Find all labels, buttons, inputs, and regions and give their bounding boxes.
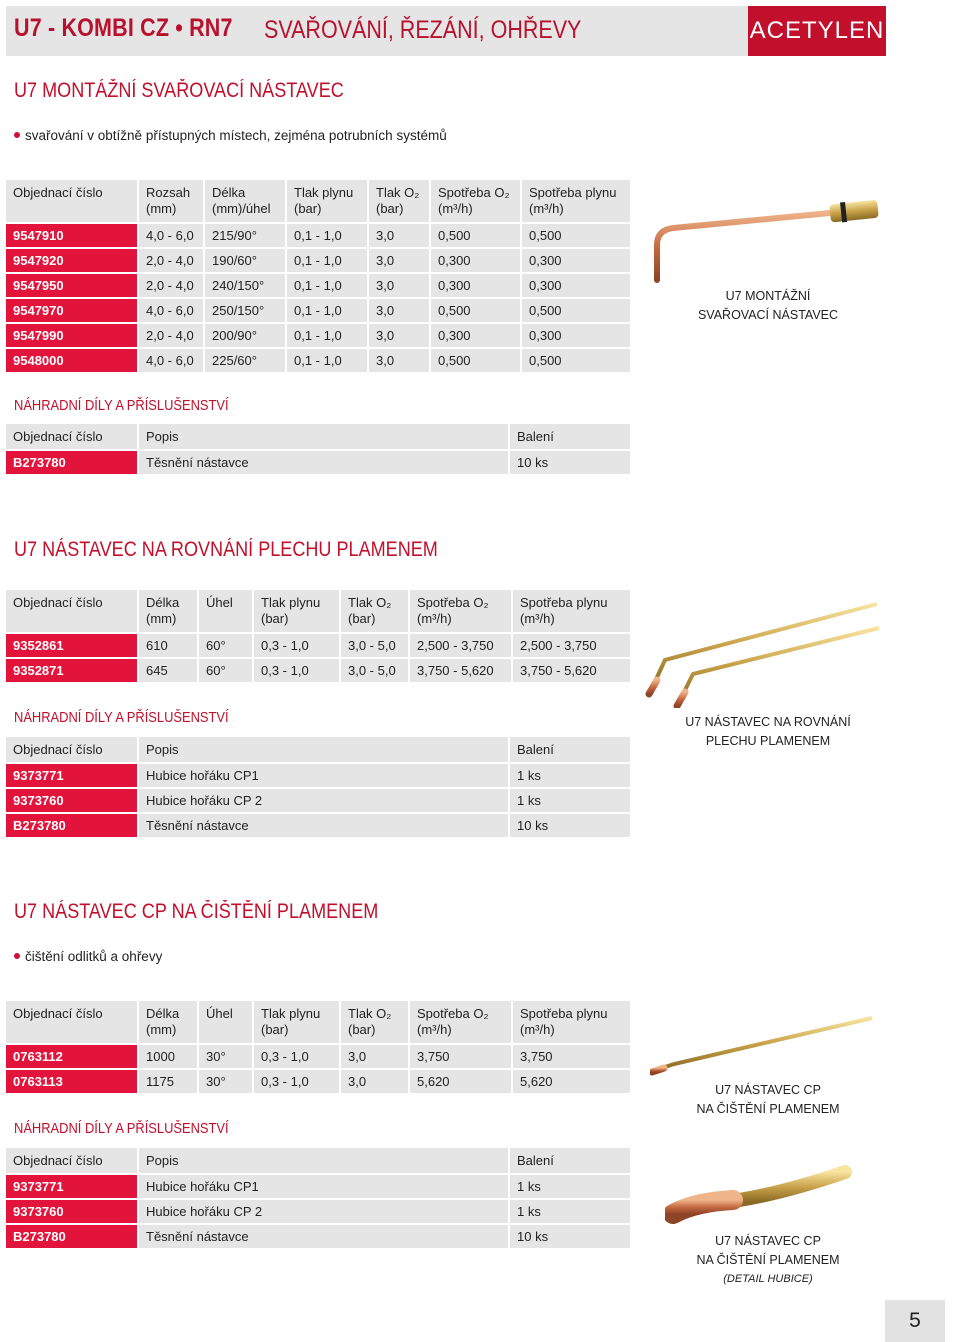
table-row <box>6 1200 632 1225</box>
table-row <box>6 299 632 324</box>
table-header-row <box>6 180 632 224</box>
table-row <box>6 274 632 299</box>
column-header <box>341 590 410 634</box>
table-cell: 60° <box>199 634 254 659</box>
column-header <box>6 590 139 634</box>
table-cell: 3,750 <box>410 1045 513 1070</box>
table-row <box>6 224 632 249</box>
table-cell: 0,3 - 1,0 <box>254 1070 341 1095</box>
column-header <box>410 590 513 634</box>
table-cell: 0,3 - 1,0 <box>254 659 341 684</box>
header-category: SVAŘOVÁNÍ, ŘEZÁNÍ, OHŘEVY <box>264 16 582 44</box>
table-cell: 30° <box>199 1070 254 1095</box>
order-number-cell: 9547970 <box>6 299 139 324</box>
column-header: Objednací číslo <box>6 737 139 764</box>
caption-line: U7 NÁSTAVEC CP <box>715 1083 821 1097</box>
section1-parts-table <box>6 424 632 476</box>
column-header <box>139 180 205 224</box>
table-cell: 1175 <box>139 1070 199 1095</box>
column-header-label: Spotřeba plynu <box>520 1006 608 1021</box>
table-cell: 0,300 <box>431 324 522 349</box>
table-row <box>6 249 632 274</box>
table-cell: 3,0 - 5,0 <box>341 659 410 684</box>
caption-detail-note: (DETAIL HUBICE) <box>723 1273 813 1285</box>
column-header-unit: (mm) <box>146 1022 177 1037</box>
page-number: 5 <box>885 1300 945 1342</box>
table-row <box>6 349 632 374</box>
table-cell: 3,0 <box>369 249 431 274</box>
column-header-label: Spotřeba plynu <box>520 595 608 610</box>
section2-parts-table <box>6 737 632 839</box>
column-header-unit: (m³/h) <box>520 1022 555 1037</box>
order-number-cell: B273780 <box>6 814 139 839</box>
column-header: Popis <box>139 737 510 764</box>
table-cell: 2,500 - 3,750 <box>410 634 513 659</box>
table-cell: 0,300 <box>522 324 632 349</box>
table-cell: 0,300 <box>522 274 632 299</box>
section3-caption <box>668 1081 868 1119</box>
section3-bullet <box>14 949 162 964</box>
order-number-cell: 9547990 <box>6 324 139 349</box>
column-header <box>6 180 139 224</box>
column-header-unit: (m³/h) <box>417 1022 452 1037</box>
table-cell: Hubice hořáku CP 2 <box>139 1200 510 1225</box>
table-cell: 4,0 - 6,0 <box>139 299 205 324</box>
column-header-unit: (mm) <box>146 611 177 626</box>
column-header <box>199 1001 254 1045</box>
column-header-unit: (mm)/úhel <box>212 201 271 216</box>
section1-spec-table <box>6 180 632 374</box>
table-cell: 0,1 - 1,0 <box>287 299 369 324</box>
table-cell: 0,3 - 1,0 <box>254 634 341 659</box>
table-cell: 1 ks <box>510 764 632 789</box>
caption-line: NA ČIŠTĚNÍ PLAMENEM <box>696 1253 840 1267</box>
section2-caption <box>668 713 868 751</box>
table-row <box>6 634 632 659</box>
table-cell: 3,0 <box>341 1045 410 1070</box>
header-series: U7 - KOMBI CZ • RN7 <box>14 14 233 42</box>
order-number-cell: 0763113 <box>6 1070 139 1095</box>
order-number-cell: 9373771 <box>6 1175 139 1200</box>
table-cell: 1000 <box>139 1045 199 1070</box>
column-header-unit: (bar) <box>261 611 289 626</box>
table-cell: 10 ks <box>510 814 632 839</box>
section1-caption <box>668 287 868 325</box>
column-header: Objednací číslo <box>6 424 139 451</box>
table-cell: 1 ks <box>510 789 632 814</box>
table-cell: 215/90° <box>205 224 287 249</box>
column-header-unit: (bar) <box>348 1022 376 1037</box>
table-cell: 0,3 - 1,0 <box>254 1045 341 1070</box>
column-header: Balení <box>510 737 632 764</box>
column-header <box>513 1001 632 1045</box>
column-header-label: Tlak O₂ <box>348 1006 392 1021</box>
table-cell: 3,0 <box>369 324 431 349</box>
column-header-label: Tlak plynu <box>261 595 321 610</box>
cleaning-attachment-image <box>650 1012 880 1082</box>
table-cell: 3,0 <box>341 1070 410 1095</box>
section1-parts-title: NÁHRADNÍ DÍLY A PŘÍSLUŠENSTVÍ <box>14 397 229 414</box>
parts-header-row <box>6 1148 632 1175</box>
table-cell: Těsnění nástavce <box>139 451 510 476</box>
table-cell: 2,0 - 4,0 <box>139 249 205 274</box>
column-header-unit: (bar) <box>261 1022 289 1037</box>
table-header-row <box>6 590 632 634</box>
section2-spec-table <box>6 590 632 684</box>
table-cell: 0,1 - 1,0 <box>287 274 369 299</box>
table-cell: 250/150° <box>205 299 287 324</box>
table-cell: Těsnění nástavce <box>139 1225 510 1250</box>
table-cell: 0,500 <box>431 299 522 324</box>
column-header: Popis <box>139 1148 510 1175</box>
table-row <box>6 764 632 789</box>
table-cell: 190/60° <box>205 249 287 274</box>
column-header <box>513 590 632 634</box>
table-cell: 4,0 - 6,0 <box>139 349 205 374</box>
order-number-cell: 9352861 <box>6 634 139 659</box>
order-number-cell: 9352871 <box>6 659 139 684</box>
table-cell: 0,500 <box>431 224 522 249</box>
column-header <box>199 590 254 634</box>
table-cell: 2,0 - 4,0 <box>139 274 205 299</box>
table-cell: Hubice hořáku CP 2 <box>139 789 510 814</box>
section2-title: U7 NÁSTAVEC NA ROVNÁNÍ PLECHU PLAMENEM <box>14 538 438 561</box>
table-cell: 0,1 - 1,0 <box>287 349 369 374</box>
section1-title: U7 MONTÁŽNÍ SVAŘOVACÍ NÁSTAVEC <box>14 79 344 102</box>
table-row <box>6 789 632 814</box>
column-header-label: Tlak O₂ <box>376 185 420 200</box>
column-header-label: Spotřeba O₂ <box>417 1006 489 1021</box>
table-cell: 240/150° <box>205 274 287 299</box>
column-header-label: Rozsah <box>146 185 191 200</box>
table-cell: 1 ks <box>510 1200 632 1225</box>
column-header-label: Délka <box>212 185 246 200</box>
bullet-dot-icon <box>14 953 20 959</box>
table-row <box>6 1225 632 1250</box>
table-cell: 0,300 <box>431 274 522 299</box>
table-cell: 645 <box>139 659 199 684</box>
column-header <box>369 180 431 224</box>
column-header-label: Tlak plynu <box>261 1006 321 1021</box>
column-header: Popis <box>139 424 510 451</box>
table-cell: 3,0 <box>369 274 431 299</box>
section3-parts-table <box>6 1148 632 1250</box>
table-row <box>6 1175 632 1200</box>
table-cell: 0,300 <box>431 249 522 274</box>
table-cell: 5,620 <box>410 1070 513 1095</box>
column-header-unit: (bar) <box>376 201 404 216</box>
column-header <box>522 180 632 224</box>
bullet-dot-icon <box>14 132 20 138</box>
table-row <box>6 451 632 476</box>
column-header-label: Objednací číslo <box>13 1006 103 1021</box>
order-number-cell: 9373760 <box>6 1200 139 1225</box>
section1-bullet-text: svařování v obtížně přístupných místech, zejména potrubních systémů <box>25 128 447 143</box>
table-cell: 3,0 - 5,0 <box>341 634 410 659</box>
column-header-label: Spotřeba plynu <box>529 185 617 200</box>
header-gas-badge: ACETYLEN <box>748 6 886 56</box>
column-header-unit: (m³/h) <box>529 201 564 216</box>
table-cell: 1 ks <box>510 1175 632 1200</box>
order-number-cell: 0763112 <box>6 1045 139 1070</box>
caption-line: NA ČIŠTĚNÍ PLAMENEM <box>696 1102 840 1116</box>
section1-bullet <box>14 128 447 143</box>
table-header-row <box>6 1001 632 1045</box>
table-row <box>6 324 632 349</box>
column-header-unit: (bar) <box>348 611 376 626</box>
table-row <box>6 814 632 839</box>
table-cell: 0,1 - 1,0 <box>287 249 369 274</box>
table-cell: Těsnění nástavce <box>139 814 510 839</box>
column-header-label: Objednací číslo <box>13 595 103 610</box>
table-row <box>6 1045 632 1070</box>
column-header: Balení <box>510 1148 632 1175</box>
order-number-cell: 9547950 <box>6 274 139 299</box>
order-number-cell: 9547920 <box>6 249 139 274</box>
column-header-label: Délka <box>146 1006 180 1021</box>
column-header: Objednací číslo <box>6 1148 139 1175</box>
column-header-label: Spotřeba O₂ <box>417 595 489 610</box>
table-cell: 4,0 - 6,0 <box>139 224 205 249</box>
table-cell: 2,0 - 4,0 <box>139 324 205 349</box>
parts-header-row <box>6 424 632 451</box>
table-cell: 10 ks <box>510 451 632 476</box>
column-header <box>139 590 199 634</box>
table-cell: 2,500 - 3,750 <box>513 634 632 659</box>
column-header-label: Tlak O₂ <box>348 595 392 610</box>
table-cell: Hubice hořáku CP1 <box>139 1175 510 1200</box>
table-cell: 0,1 - 1,0 <box>287 324 369 349</box>
column-header-label: Úhel <box>206 1006 233 1021</box>
column-header: Balení <box>510 424 632 451</box>
order-number-cell: 9373760 <box>6 789 139 814</box>
order-number-cell: 9373771 <box>6 764 139 789</box>
table-cell: 3,750 - 5,620 <box>513 659 632 684</box>
table-cell: 3,750 - 5,620 <box>410 659 513 684</box>
column-header <box>287 180 369 224</box>
straightening-attachment-image <box>645 598 885 708</box>
welding-attachment-image <box>645 190 885 290</box>
table-cell: 3,0 <box>369 224 431 249</box>
cleaning-nozzle-detail-image <box>665 1162 855 1232</box>
column-header-unit: (m³/h) <box>438 201 473 216</box>
section3-caption-detail <box>668 1232 868 1289</box>
table-row <box>6 1070 632 1095</box>
table-cell: 0,500 <box>431 349 522 374</box>
caption-line: PLECHU PLAMENEM <box>705 734 831 748</box>
table-cell: 200/90° <box>205 324 287 349</box>
column-header-unit: (bar) <box>294 201 322 216</box>
table-cell: Hubice hořáku CP1 <box>139 764 510 789</box>
column-header-label: Délka <box>146 595 180 610</box>
table-cell: 0,500 <box>522 349 632 374</box>
column-header <box>205 180 287 224</box>
table-cell: 0,1 - 1,0 <box>287 224 369 249</box>
order-number-cell: B273780 <box>6 451 139 476</box>
table-cell: 3,0 <box>369 349 431 374</box>
table-cell: 0,500 <box>522 299 632 324</box>
parts-header-row <box>6 737 632 764</box>
order-number-cell: B273780 <box>6 1225 139 1250</box>
table-cell: 30° <box>199 1045 254 1070</box>
table-cell: 0,300 <box>522 249 632 274</box>
column-header-label: Objednací číslo <box>13 185 103 200</box>
section3-parts-title: NÁHRADNÍ DÍLY A PŘÍSLUŠENSTVÍ <box>14 1120 229 1137</box>
column-header <box>6 1001 139 1045</box>
column-header-unit: (m³/h) <box>417 611 452 626</box>
section3-title: U7 NÁSTAVEC CP NA ČIŠTĚNÍ PLAMENEM <box>14 900 379 923</box>
order-number-cell: 9547910 <box>6 224 139 249</box>
caption-line: SVAŘOVACÍ NÁSTAVEC <box>697 308 839 322</box>
order-number-cell: 9548000 <box>6 349 139 374</box>
table-cell: 60° <box>199 659 254 684</box>
column-header-unit: (m³/h) <box>520 611 555 626</box>
column-header <box>254 1001 341 1045</box>
column-header <box>431 180 522 224</box>
section3-bullet-text: čištění odlitků a ohřevy <box>25 949 163 964</box>
column-header <box>341 1001 410 1045</box>
column-header <box>410 1001 513 1045</box>
caption-line: U7 MONTÁŽNÍ <box>725 289 811 303</box>
table-cell: 3,0 <box>369 299 431 324</box>
table-cell: 0,500 <box>522 224 632 249</box>
section3-spec-table <box>6 1001 632 1095</box>
column-header-label: Tlak plynu <box>294 185 354 200</box>
section2-parts-title: NÁHRADNÍ DÍLY A PŘÍSLUŠENSTVÍ <box>14 709 229 726</box>
table-cell: 5,620 <box>513 1070 632 1095</box>
column-header <box>254 590 341 634</box>
table-cell: 3,750 <box>513 1045 632 1070</box>
caption-line: U7 NÁSTAVEC NA ROVNÁNÍ <box>685 715 851 729</box>
column-header-label: Spotřeba O₂ <box>438 185 510 200</box>
column-header-unit: (mm) <box>146 201 177 216</box>
caption-line: U7 NÁSTAVEC CP <box>715 1234 821 1248</box>
table-cell: 610 <box>139 634 199 659</box>
column-header-label: Úhel <box>206 595 233 610</box>
table-cell: 225/60° <box>205 349 287 374</box>
column-header <box>139 1001 199 1045</box>
table-row <box>6 659 632 684</box>
table-cell: 10 ks <box>510 1225 632 1250</box>
